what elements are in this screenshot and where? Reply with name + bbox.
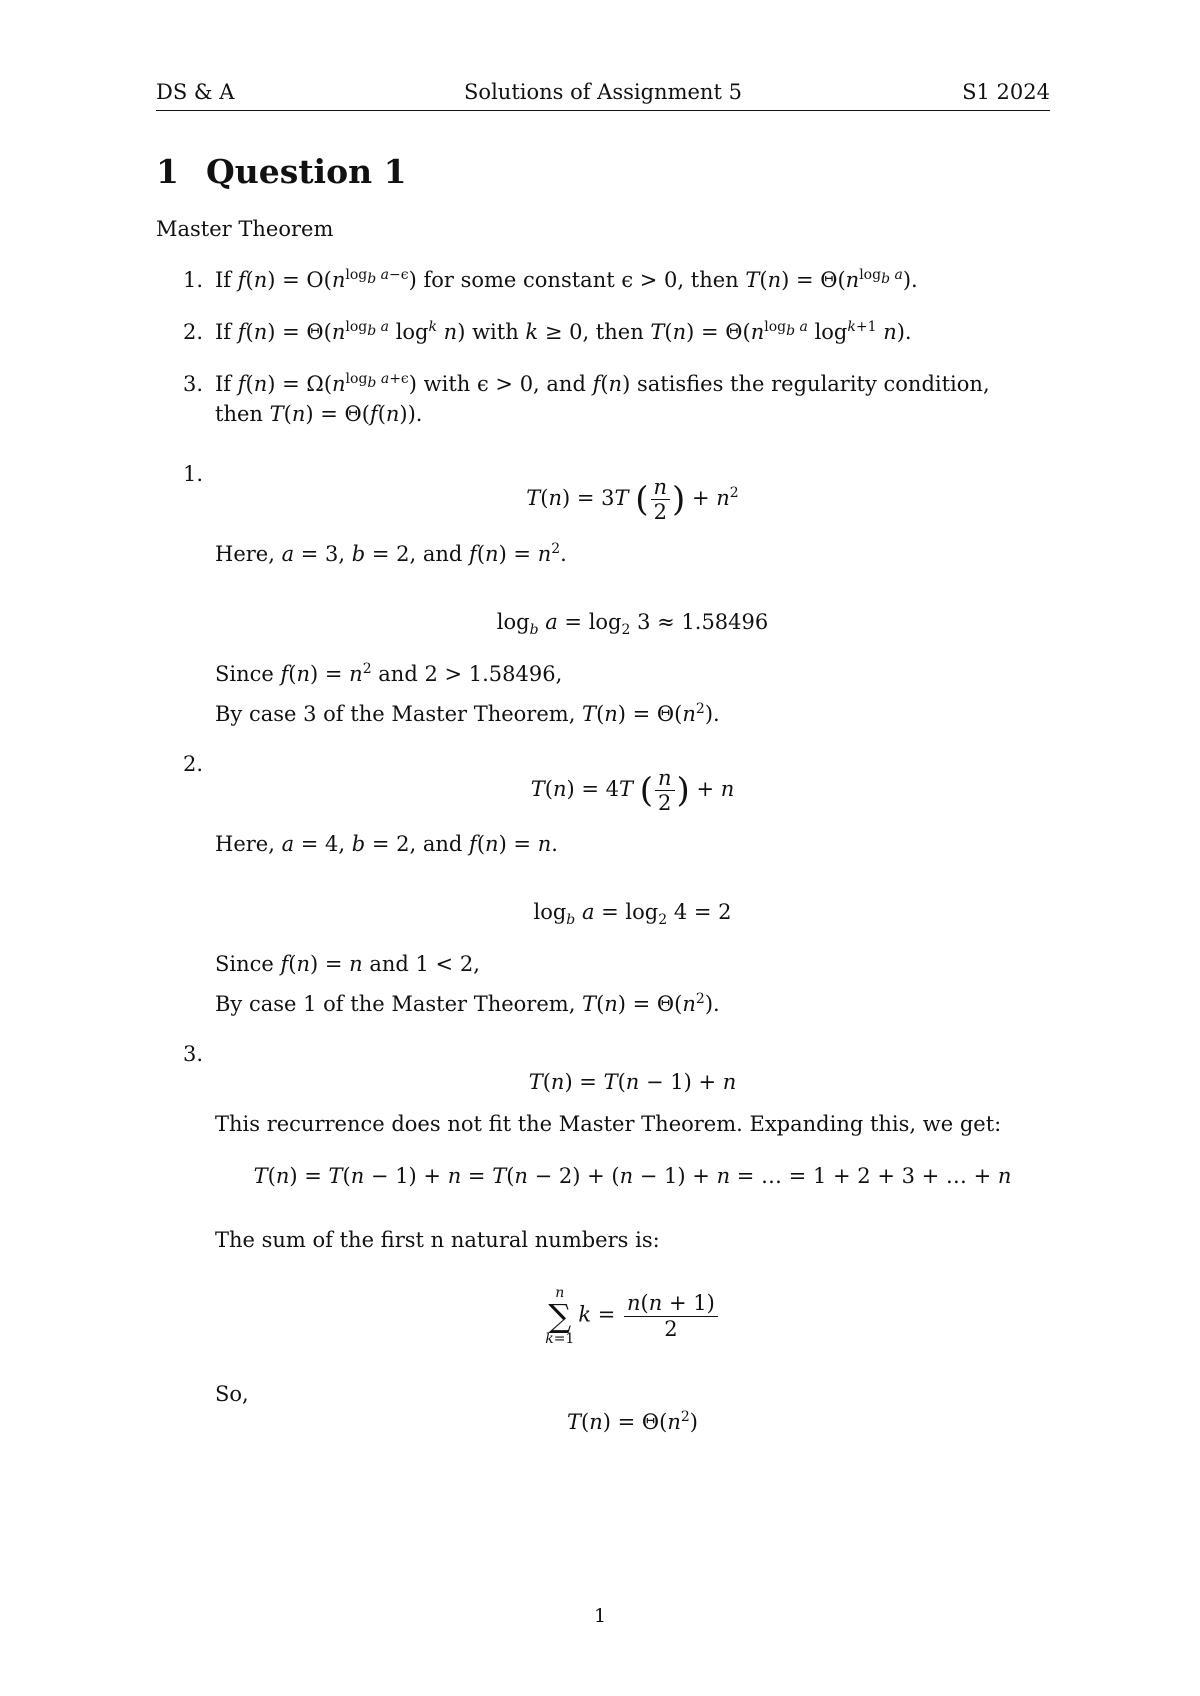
case-3-label: 3. <box>183 372 204 396</box>
problem-2-label: 2. <box>183 752 204 776</box>
section-heading <box>156 152 407 191</box>
case-1-label: 1. <box>183 268 204 292</box>
problem-3-sum-intro: The sum of the first n natural numbers is: <box>215 1228 660 1252</box>
problem-1-compare: Since $f(n) = n^2$ and 2 > 1.58496, <box>215 661 563 686</box>
header-course: DS & A <box>156 80 235 104</box>
problem-3-expansion: T(n) = T(n − 1) + n = T(n − 2) + (n − 1) + n = … = 1 + 2 + 3 + … + n <box>253 1164 1012 1188</box>
page-header <box>156 80 1050 111</box>
problem-2-log: $\log_b a = \log_2 4 = 2$ <box>533 900 732 929</box>
problem-3-label: 3. <box>183 1042 204 1066</box>
problem-2-equation: T(n) = 4T ( $\frac{n}{2}$ ) + n <box>530 766 735 816</box>
problem-2-result: By case 1 of the Master Theorem, $T(n) = \Theta(n^2)$. <box>215 991 720 1016</box>
case-2: 2. If $f(n) = \Theta(n^{log_b a}$ $\log^k n$) with k ≥ 0, then $T(n) = \Theta(n^{log_b a}$ $\log^{k+1} n$). <box>183 319 912 344</box>
problem-2-compare: Since f(n) = n and 1 < 2, <box>215 952 480 976</box>
problem-3-equation: T(n) = T(n − 1) + n <box>528 1070 737 1094</box>
problem-1-label: 1. <box>183 462 204 486</box>
case-1: 1. If $f(n) = O(n^{log_b a-\epsilon})$ for some constant ϵ > 0, then $T(n) = \Theta(n^{log_b a})$. <box>183 267 918 292</box>
problem-1-result: By case 3 of the Master Theorem, $T(n) = \Theta(n^2)$. <box>215 701 720 726</box>
problem-2-params: Here, a = 4, b = 2, and f(n) = n. <box>215 832 558 856</box>
problem-3-sum-formula: n ∑ k=1 k = $\frac{n(n + 1)}{2}$ <box>215 1286 1050 1346</box>
header-title: Solutions of Assignment 5 <box>464 80 742 104</box>
case-2-label: 2. <box>183 320 204 344</box>
problem-1-params: Here, a = 3, b = 2, and $f(n) = n^2$. <box>215 541 567 566</box>
header-term: S1 2024 <box>962 80 1050 104</box>
problem-3-intro: This recurrence does not fit the Master Theorem. Expanding this, we get: <box>215 1112 1002 1136</box>
case-3-continued: then T(n) = Θ(f(n)). <box>215 402 423 426</box>
problem-3-result: $T(n) = \Theta(n^2)$ <box>567 1409 698 1434</box>
page-number: 1 <box>593 1605 607 1627</box>
section-title: Question 1 <box>206 152 407 191</box>
problem-1-log: $\log_b a = \log_2 3 \approx 1.58496$ <box>496 610 769 639</box>
problem-1-equation: T(n) = 3T ( $\frac{n}{2}$ ) + $n^2$ <box>526 475 739 525</box>
intro-text: Master Theorem <box>156 217 334 241</box>
problem-3-so: So, <box>215 1382 249 1406</box>
case-3: 3. If $f(n) = \Omega(n^{log_b a+\epsilon})$ with ϵ > 0, and f(n) satisfies the regularity condition, <box>183 371 990 396</box>
section-number: 1 <box>156 152 179 191</box>
